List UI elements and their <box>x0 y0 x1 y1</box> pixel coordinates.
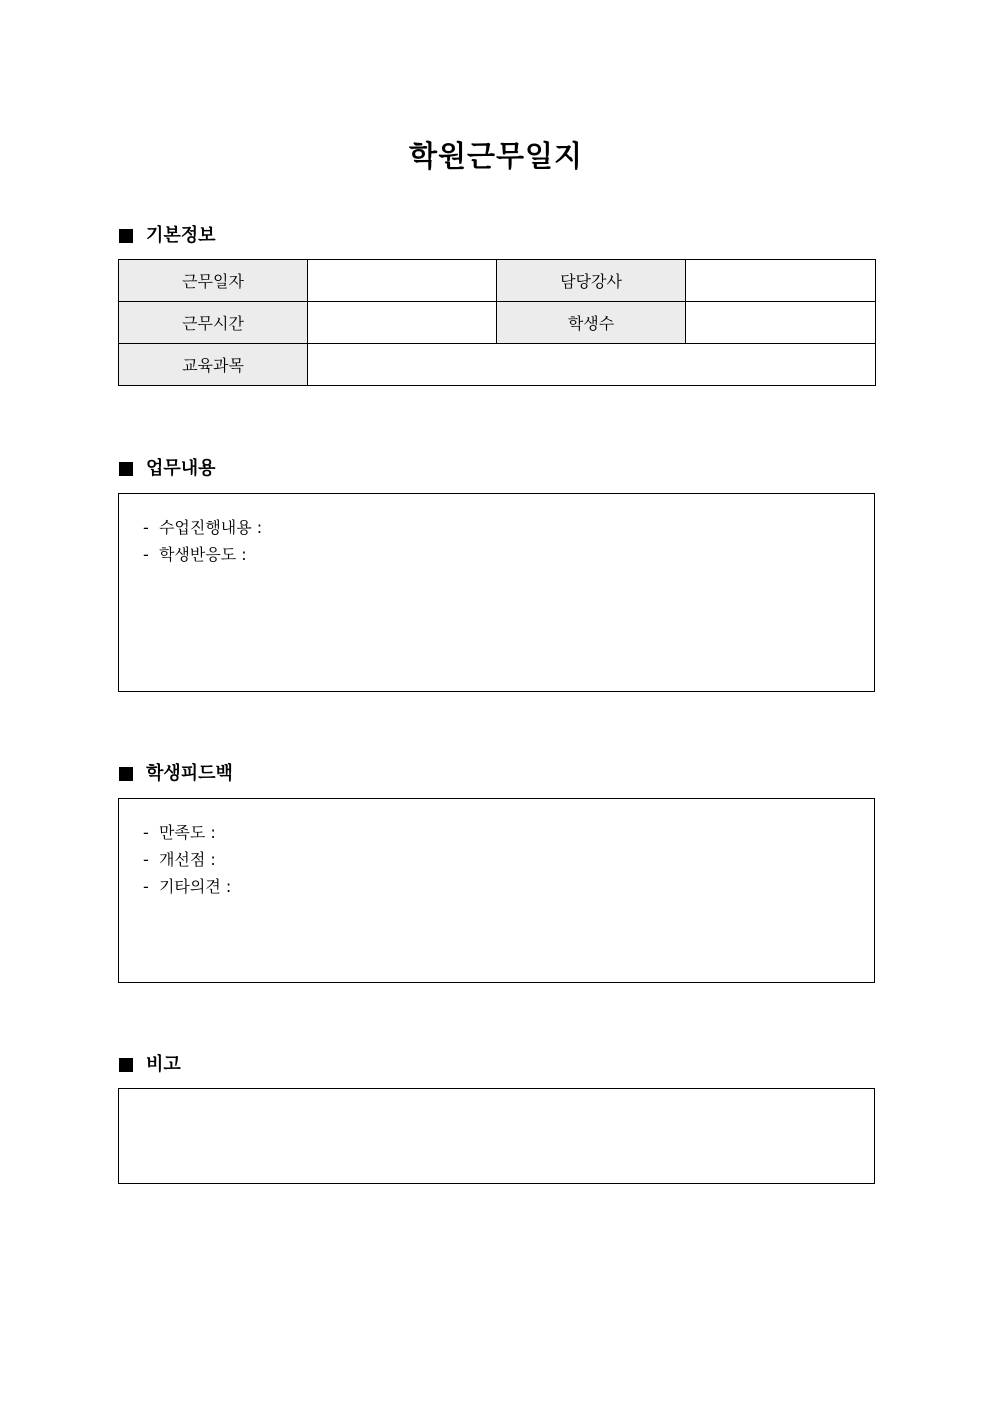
work-date-label: 근무일자 <box>119 260 308 302</box>
square-bullet-icon <box>119 462 133 476</box>
instructor-label: 담당강사 <box>497 260 686 302</box>
section-heading-feedback <box>119 759 233 785</box>
section-heading-feedback-label: 학생피드백 <box>146 763 233 784</box>
basic-info-table <box>118 259 876 386</box>
list-item: - 개선점 : <box>143 850 216 869</box>
work-content-box[interactable] <box>118 493 875 692</box>
feedback-list <box>119 799 874 900</box>
remarks-box[interactable] <box>118 1088 875 1184</box>
instructor-field[interactable] <box>686 260 876 302</box>
student-count-field[interactable] <box>686 302 876 344</box>
work-hours-label: 근무시간 <box>119 302 308 344</box>
course-label: 교육과목 <box>119 344 308 386</box>
list-item: - 수업진행내용 : <box>143 518 263 537</box>
table-row <box>119 344 876 386</box>
square-bullet-icon <box>119 767 133 781</box>
square-bullet-icon <box>119 229 133 243</box>
list-item: - 학생반응도 : <box>143 545 247 564</box>
student-count-label: 학생수 <box>497 302 686 344</box>
work-content-list <box>119 494 874 568</box>
section-heading-basic <box>119 221 216 247</box>
section-heading-basic-label: 기본정보 <box>146 225 216 246</box>
page-title: 학원근무일지 <box>408 139 584 173</box>
section-heading-remarks <box>119 1050 181 1076</box>
work-hours-field[interactable] <box>308 302 497 344</box>
section-heading-work-label: 업무내용 <box>146 458 216 479</box>
list-item: - 기타의견 : <box>143 877 232 896</box>
table-row <box>119 260 876 302</box>
table-row <box>119 302 876 344</box>
section-heading-remarks-label: 비고 <box>146 1054 181 1075</box>
square-bullet-icon <box>119 1058 133 1072</box>
feedback-box[interactable] <box>118 798 875 983</box>
work-date-field[interactable] <box>308 260 497 302</box>
list-item: - 만족도 : <box>143 823 216 842</box>
course-field[interactable] <box>308 344 876 386</box>
section-heading-work <box>119 454 216 480</box>
